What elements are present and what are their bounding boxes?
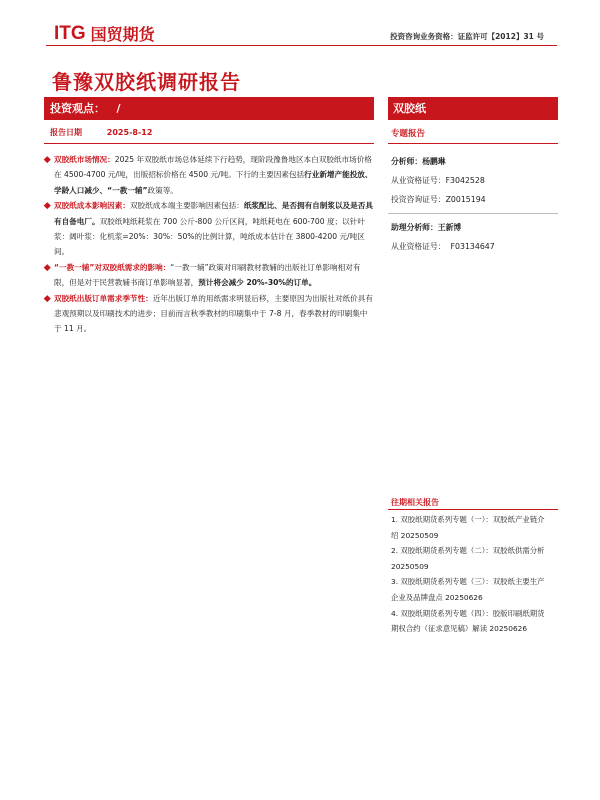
paragraph-keyword: 双胶纸市场情况： (54, 155, 115, 164)
bullet-diamond-icon (44, 202, 50, 208)
company-logo (54, 22, 155, 45)
paragraph-text: 双胶纸成本端主要影响因素包括： (129, 201, 244, 211)
paragraph-text: “一教一辅”政策对印刷教材教辅的出版社订单影响相对有限，但是对于民营教辅书商订单影响显著， (54, 262, 361, 288)
related-reports-list (391, 512, 551, 637)
related-report-item[interactable]: 4. 双胶纸期货系列专题（四）：胶版印刷纸期货期权合约（征求意见稿）解读 20250626 (391, 608, 545, 634)
viewpoint-bar (44, 97, 374, 120)
header-divider (46, 45, 557, 46)
paragraph-cost (44, 198, 374, 260)
sidebar-divider (388, 143, 558, 144)
report-type: 专题报告 (391, 129, 426, 139)
category-label: 双胶纸 (393, 102, 426, 115)
paragraph-keyword: 双胶纸成本影响因素： (54, 201, 130, 211)
related-report-item[interactable]: 2. 双胶纸期货系列专题（二）：双胶纸供需分析 20250509 (391, 546, 545, 571)
bullet-diamond-icon (44, 156, 50, 162)
paragraph-text-tail: 双胶纸吨纸耗浆在 700 公斤-800 公斤区间，吨纸耗电在 600-700 度；以针叶浆：阔叶浆：化机浆=20%：30%：50%的比例计算，吨纸成本估计在 3800-4200 元/吨区间。 (54, 216, 365, 257)
assistant-block (391, 218, 495, 256)
assistant-name: 王新博 (437, 223, 462, 232)
paragraph-text: 2025 年双胶纸市场总体延续下行趋势，现阶段豫鲁地区本白双胶纸市场价格在 4500-4700 元/吨，出版招标价格在 4500 元/吨。下行的主要因素包括 (54, 155, 372, 180)
analyst-block (391, 152, 486, 209)
related-report-item[interactable]: 3. 双胶纸期货系列专题（三）：双胶纸主要生产企业及品牌盘点 20250626 (391, 577, 545, 602)
paragraph-market (44, 152, 374, 198)
viewpoint-label: 投资观点： / (50, 102, 121, 115)
analyst-name: 杨鹏琳 (422, 157, 446, 166)
report-date-row (50, 127, 152, 138)
related-divider (388, 509, 558, 510)
paragraph-policy (44, 260, 374, 291)
analyst-label: 分析师： (391, 157, 423, 166)
report-date-label: 报告日期 (50, 128, 82, 137)
paragraph-keyword: 双胶纸出版订单需求季节性： (54, 293, 153, 303)
analyst-heading (391, 152, 486, 171)
assistant-label: 助理分析师： (391, 223, 438, 232)
analyst-cert-2: 投资咨询证号：Z0015194 (391, 195, 486, 204)
paragraph-bold: 预计将会减少 20%-30%的订单。 (198, 278, 317, 288)
paragraph-seasonality (44, 291, 374, 337)
bullet-diamond-icon (44, 295, 50, 301)
logo-itg-text: ITG (54, 22, 86, 44)
date-divider (44, 143, 374, 144)
report-title: 鲁豫双胶纸调研报告 (52, 70, 241, 94)
paragraph-bold: 纸浆配比、是否拥有自制浆以及是否具有自备电厂。 (54, 201, 373, 226)
analyst-divider (388, 213, 558, 214)
paragraph-bold: 行业新增产能投放、学龄人口减少、“一教一辅” (54, 170, 373, 195)
assistant-heading (391, 218, 495, 237)
assistant-cert-1: 从业资格证号： F03134647 (391, 242, 495, 251)
analyst-cert-1: 从业资格证号：F3042528 (391, 176, 485, 185)
license-text: 投资咨询业务资格：证监许可【2012】31 号 (390, 32, 544, 41)
paragraph-keyword: “一教一辅”对双胶纸需求的影响： (54, 262, 171, 272)
related-report-item[interactable]: 1. 双胶纸期货系列专题（一）：双胶纸产业链介绍 20250509 (391, 515, 545, 540)
logo-cn-text: 国贸期货 (90, 25, 155, 44)
report-date-value: 2025-8-12 (106, 128, 153, 137)
paragraph-text: 近年出版订单的用纸需求明显后移，主要原因为出版社对纸价具有悲观预期以及印刷技术的进步；目前而言秋季教材的印刷集中于 7-8 月，春季教材的印刷集中于 11 月。 (54, 293, 373, 334)
paragraph-text-tail: 政策等。 (147, 185, 178, 195)
bullet-diamond-icon (44, 264, 50, 270)
related-reports-title: 往期相关报告 (391, 498, 439, 507)
viewpoint-body (44, 152, 374, 337)
category-bar (388, 97, 558, 120)
